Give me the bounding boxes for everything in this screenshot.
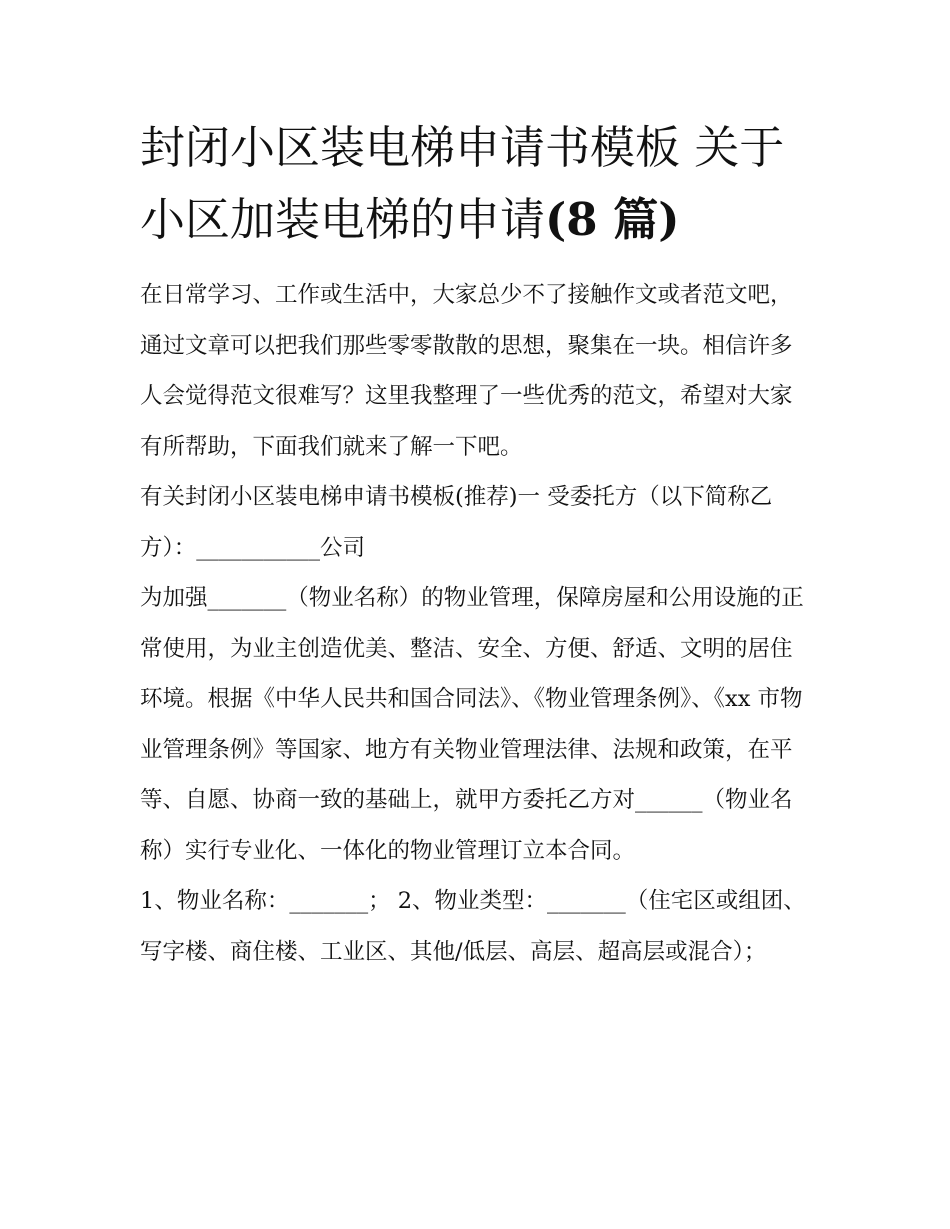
title-suffix: (8 篇): [545, 193, 680, 246]
paragraph-contract-party: 有关封闭小区装电梯申请书模板(推荐)一 受委托方（以下简称乙方）：___________公司: [140, 484, 773, 561]
document-title: [140, 112, 812, 256]
paragraph-contract-purpose: 为加强_______（物业名称）的物业管理，保障房屋和公用设施的正常使用，为业主创造优美、整洁、安全、方便、舒适、文明的居住环境。根据《中华人民共和国合同法》、《物业管理条例》、《xx 市物业管理条例》等国家、地方有关物业管理法律、法规和政策，在平等、自愿、协商一致的基础上，就甲方委托乙方对______（物业名称）实行专业化、一体化的物业管理订立本合同。: [140, 585, 804, 864]
paragraph-intro: 在日常学习、工作或生活中，大家总少不了接触作文或者范文吧，通过文章可以把我们那些零零散散的思想，聚集在一块。相信许多人会觉得范文很难写？这里我整理了一些优秀的范文，希望对大家有所帮助，下面我们就来了解一下吧。: [140, 282, 793, 460]
title-main: 封闭小区装电梯申请书模板 关于小区加装电梯的申请: [140, 121, 785, 246]
document-body: [140, 112, 812, 977]
paragraph-property-details: 1、物业名称：_______； 2、物业类型：_______（住宅区或组团、写字楼、商住楼、工业区、其他/低层、高层、超高层或混合）；: [140, 888, 806, 965]
